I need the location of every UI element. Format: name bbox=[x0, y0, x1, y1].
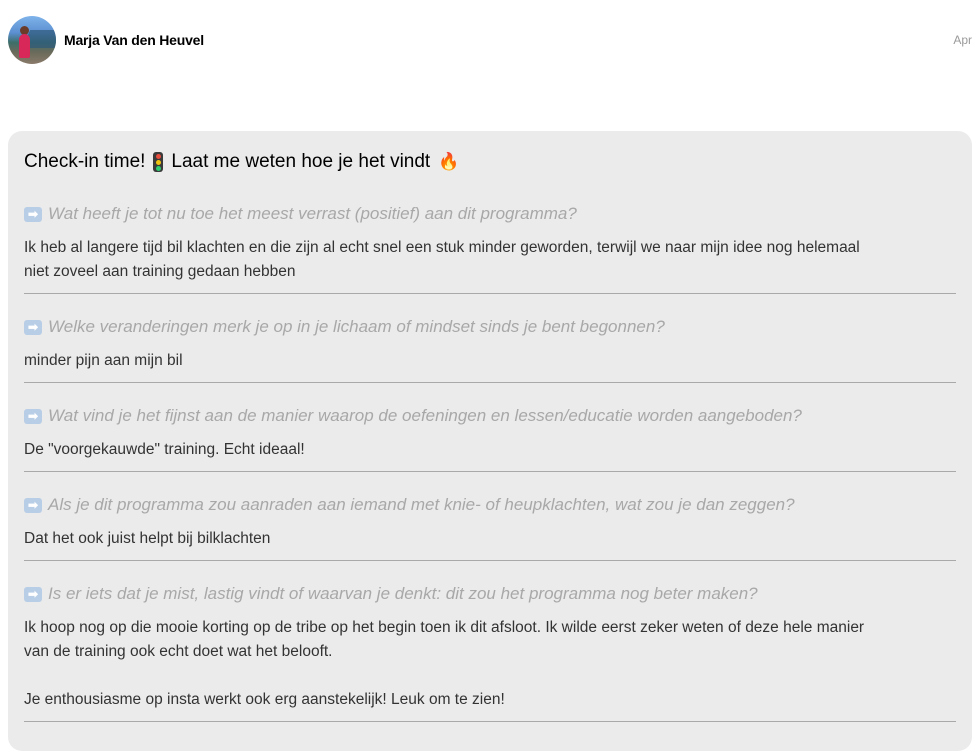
card-title-part1: Check-in time! bbox=[24, 151, 146, 172]
author-name[interactable]: Marja Van den Heuvel bbox=[64, 32, 204, 48]
answer-line: Je enthousiasme op insta werkt ook erg aanstekelijk! Leuk om te zien! bbox=[24, 691, 505, 708]
question bbox=[24, 404, 956, 428]
answer-line: Ik heb al langere tijd bil klachten en die zijn al echt snel een stuk minder geworden, terwijl we naar mijn idee nog helemaal bbox=[24, 239, 860, 256]
avatar[interactable] bbox=[8, 16, 56, 64]
post-date: Apr bbox=[953, 33, 972, 47]
answer bbox=[24, 236, 956, 284]
question-text: Welke veranderingen merk je op in je lichaam of mindset sinds je bent begonnen? bbox=[48, 317, 665, 336]
question-text: Wat vind je het fijnst aan de manier waarop de oefeningen en lessen/educatie worden aangeboden? bbox=[48, 406, 802, 425]
avatar-photo-person bbox=[19, 34, 30, 58]
answer bbox=[24, 616, 956, 712]
arrow-right-icon: ➡ bbox=[24, 409, 42, 424]
post-header bbox=[0, 0, 972, 80]
question bbox=[24, 582, 956, 606]
question-text: Als je dit programma zou aanraden aan iemand met knie- of heupklachten, wat zou je dan zeggen? bbox=[48, 495, 795, 514]
arrow-right-icon: ➡ bbox=[24, 320, 42, 335]
message-card bbox=[8, 131, 972, 751]
qa-item bbox=[24, 202, 956, 294]
qa-item bbox=[24, 582, 956, 722]
answer bbox=[24, 349, 956, 373]
answer-line: Ik hoop nog op die mooie korting op de tribe op het begin toen ik dit afsloot. Ik wilde eerst zeker weten of deze hele manier bbox=[24, 619, 865, 636]
answer bbox=[24, 527, 956, 551]
card-title bbox=[24, 147, 956, 177]
answer-line: De "voorgekauwde" training. Echt ideaal! bbox=[24, 441, 305, 458]
answer-line: minder pijn aan mijn bil bbox=[24, 352, 183, 369]
card-title-part2: Laat me weten hoe je het vindt bbox=[171, 151, 431, 172]
answer-line: van de training ook echt doet wat het belooft. bbox=[24, 643, 333, 660]
fire-icon: 🔥 bbox=[438, 152, 460, 171]
answer-line bbox=[24, 664, 956, 688]
question bbox=[24, 315, 956, 339]
question bbox=[24, 493, 956, 517]
qa-item bbox=[24, 493, 956, 561]
arrow-right-icon: ➡ bbox=[24, 207, 42, 222]
answer-line: Dat het ook juist helpt bij bilklachten bbox=[24, 530, 271, 547]
question-text: Wat heeft je tot nu toe het meest verrast (positief) aan dit programma? bbox=[48, 204, 577, 223]
answer-line: niet zoveel aan training gedaan hebben bbox=[24, 263, 296, 280]
question-text: Is er iets dat je mist, lastig vindt of waarvan je denkt: dit zou het programma nog beter maken? bbox=[48, 584, 758, 603]
question bbox=[24, 202, 956, 226]
arrow-right-icon: ➡ bbox=[24, 587, 42, 602]
qa-item bbox=[24, 404, 956, 472]
arrow-right-icon: ➡ bbox=[24, 498, 42, 513]
answer bbox=[24, 438, 956, 462]
qa-item bbox=[24, 315, 956, 383]
traffic-light-icon bbox=[153, 152, 163, 172]
